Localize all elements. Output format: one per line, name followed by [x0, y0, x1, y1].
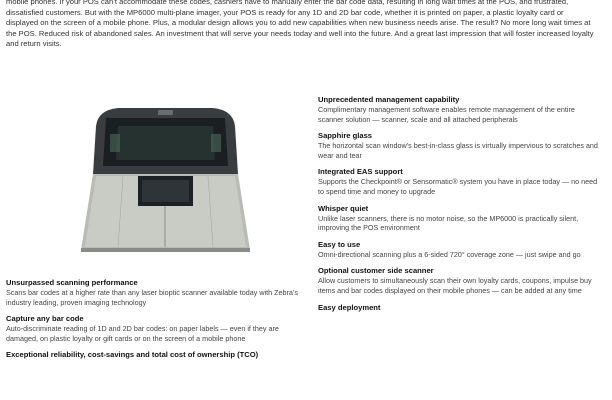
right-feature-column: [318, 95, 600, 320]
feature-heading: Sapphire glass: [318, 131, 373, 141]
feature-whisper-quiet: [318, 204, 600, 233]
feature-heading: Whisper quiet: [318, 203, 369, 213]
zebra-logo-icon: [158, 110, 173, 115]
feature-customer-side-scanner: [318, 266, 600, 295]
feature-body: Scans bar codes at a higher rate than any laser bioptic scanner available today with Zebra’s industry leading, proven imaging technology: [6, 288, 298, 307]
feature-heading: Easy to use: [318, 239, 361, 249]
feature-heading: Capture any bar code: [6, 314, 84, 324]
feature-scanning-performance: [6, 278, 301, 307]
led-right-icon: [211, 134, 221, 152]
feature-body: Supports the Checkpoint® or Sensormatic® system you have in place today — no need to spend time and money to upgrade: [318, 177, 598, 196]
horizontal-scan-glass: [142, 180, 189, 202]
feature-management-capability: [318, 95, 600, 124]
feature-body: Auto-discriminate reading of 1D and 2D bar codes: on paper labels — even if they are damaged, on plastic loyalty or gift cards or on the screen of a mobile phone: [6, 324, 279, 343]
feature-body: Unlike laser scanners, there is no motor noise, so the MP6000 is practically silent, improving the POS environment: [318, 213, 579, 233]
feature-capture-any-bar-code: [6, 314, 301, 343]
feature-heading: Exceptional reliability, cost-savings and total cost of ownership (TCO): [6, 350, 259, 360]
feature-sapphire-glass: [318, 131, 600, 160]
feature-heading: Unsurpassed scanning performance: [6, 278, 138, 287]
feature-body: Allow customers to simultaneously scan their own loyalty cards, coupons, impulse buy items and bar codes displayed on their mobile phones — can be added at any time: [318, 276, 592, 295]
feature-heading: Integrated EAS support: [318, 167, 403, 177]
feature-body: Complimentary management software enables remote management of the entire scanner solution — scanner, scale and all attached peripherals: [318, 105, 575, 124]
scanner-window-glass: [116, 126, 215, 160]
feature-easy-to-use: [318, 240, 600, 260]
feature-easy-deployment: [318, 303, 600, 313]
scanner-product-image: [78, 104, 253, 254]
feature-body: The horizontal scan window’s best-in-class glass is virtually impervious to scratches and wear and tear: [318, 141, 598, 160]
feature-heading: Optional customer side scanner: [318, 266, 434, 276]
led-left-icon: [110, 134, 120, 152]
left-feature-column: [6, 278, 301, 367]
feature-eas-support: [318, 167, 600, 196]
feature-reliability-tco: [6, 350, 301, 360]
intro-text: mobile phones. If your POS can’t accommodate these codes, cashiers have to manually enter the bar code data, resulting in long wait times at the POS, and frustrated, dissatisfied customers. But with the MP6000 multi-plane imager, your POS is ready for any 1D and 2D bar code, whether it is printed on paper, a plastic loyalty card or displayed on the screen of a mobile phone. Plus, a modular design allows you to add new capabilities when new business needs arise. The result? No more long wait times at the POS. Reduced risk of abandoned sales. An investment that will serve your needs today and well into the future. And a great last impression that will foster increased loyalty and return visits.: [6, 0, 594, 49]
feature-heading: Unprecedented management capability: [318, 95, 460, 104]
intro-paragraph: [6, 0, 596, 50]
feature-body: Omni-directional scanning plus a 6-sided 720° coverage zone — just swipe and go: [318, 249, 581, 259]
platter-front-edge: [81, 248, 250, 252]
feature-heading: Easy deployment: [318, 302, 381, 312]
